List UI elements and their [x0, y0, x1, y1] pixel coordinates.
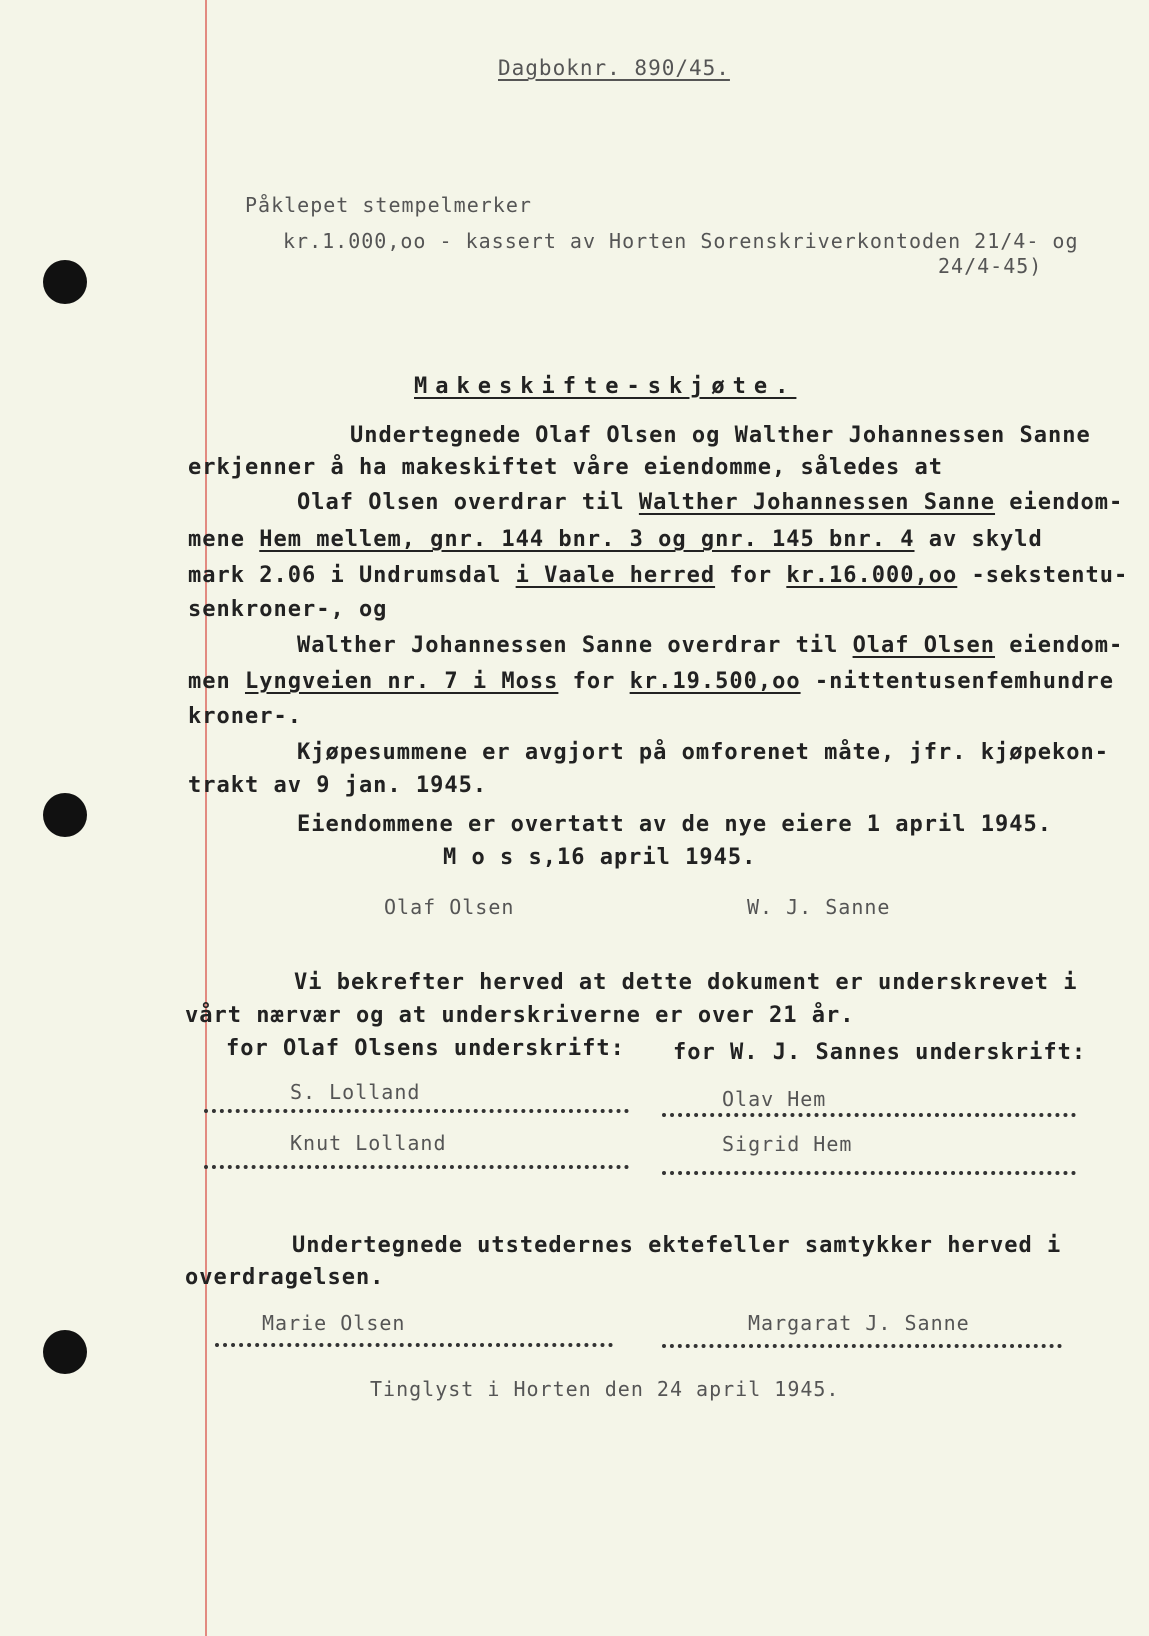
- signature-line: [215, 1343, 613, 1347]
- punch-hole: [43, 793, 87, 837]
- body-line: Walther Johannessen Sanne overdrar til Olaf Olsen eiendom-: [297, 633, 1124, 658]
- body-line: senkroner-, og: [188, 597, 388, 622]
- body-line: mene Hem mellem, gnr. 144 bnr. 3 og gnr. 145 bnr. 4 av skyld: [188, 527, 1043, 552]
- margin-line: [205, 0, 207, 1636]
- consent-line: overdragelsen.: [185, 1265, 385, 1290]
- signature-line: [662, 1113, 1076, 1117]
- signature-line: [204, 1165, 629, 1169]
- spouse-signature: Marie Olsen: [262, 1311, 406, 1335]
- witness-right-heading: for W. J. Sannes underskrift:: [673, 1040, 1087, 1065]
- body-line: erkjenner å ha makeskiftet våre eiendomme, således at: [188, 455, 943, 480]
- signature-line: [204, 1109, 629, 1113]
- signature-sanne: W. J. Sanne: [747, 895, 891, 919]
- body-line: Undertegnede Olaf Olsen og Walther Johannessen Sanne: [350, 423, 1091, 448]
- body-line: Olaf Olsen overdrar til Walther Johannessen Sanne eiendom-: [297, 490, 1124, 515]
- body-line: men Lyngveien nr. 7 i Moss for kr.19.500,oo -nittentusenfemhundre: [188, 669, 1114, 694]
- witness-line: vårt nærvær og at underskriverne er over 21 år.: [185, 1003, 855, 1028]
- document-title: Makeskifte-skjøte.: [414, 374, 797, 399]
- spouse-signature: Margarat J. Sanne: [748, 1311, 970, 1335]
- stamp-note-line3: 24/4-45): [938, 254, 1043, 278]
- witness-signature: Olav Hem: [722, 1087, 827, 1111]
- witness-left-heading: for Olaf Olsens underskrift:: [226, 1036, 625, 1061]
- witness-signature: S. Lolland: [290, 1080, 421, 1104]
- witness-signature: Sigrid Hem: [722, 1132, 853, 1156]
- body-line: mark 2.06 i Undrumsdal i Vaale herred for kr.16.000,oo -sekstentu-: [188, 563, 1129, 588]
- body-line: kroner-.: [188, 704, 302, 729]
- stamp-note-line1: Påklepet stempelmerker: [245, 193, 532, 217]
- signature-line: [662, 1171, 1076, 1175]
- punch-hole: [43, 1330, 87, 1374]
- consent-line: Undertegnede utstedernes ektefeller samtykker herved i: [292, 1233, 1062, 1258]
- signature-olaf: Olaf Olsen: [384, 895, 515, 919]
- stamp-note-line2: kr.1.000,oo - kassert av Horten Sorenskriverkontoden 21/4- og: [283, 229, 1079, 253]
- body-line: Kjøpesummene er avgjort på omforenet måte, jfr. kjøpekon-: [297, 740, 1109, 765]
- witness-signature: Knut Lolland: [290, 1131, 447, 1155]
- witness-line: Vi bekrefter herved at dette dokument er underskrevet i: [294, 970, 1078, 995]
- body-line: Eiendommene er overtatt av de nye eiere 1 april 1945.: [297, 812, 1052, 837]
- body-line: trakt av 9 jan. 1945.: [188, 773, 488, 798]
- punch-hole: [43, 260, 87, 304]
- place-date: M o s s,16 april 1945.: [443, 845, 757, 870]
- signature-line: [662, 1344, 1062, 1348]
- registration-note: Tinglyst i Horten den 24 april 1945.: [370, 1377, 840, 1401]
- journal-number: Dagboknr. 890/45.: [498, 56, 730, 80]
